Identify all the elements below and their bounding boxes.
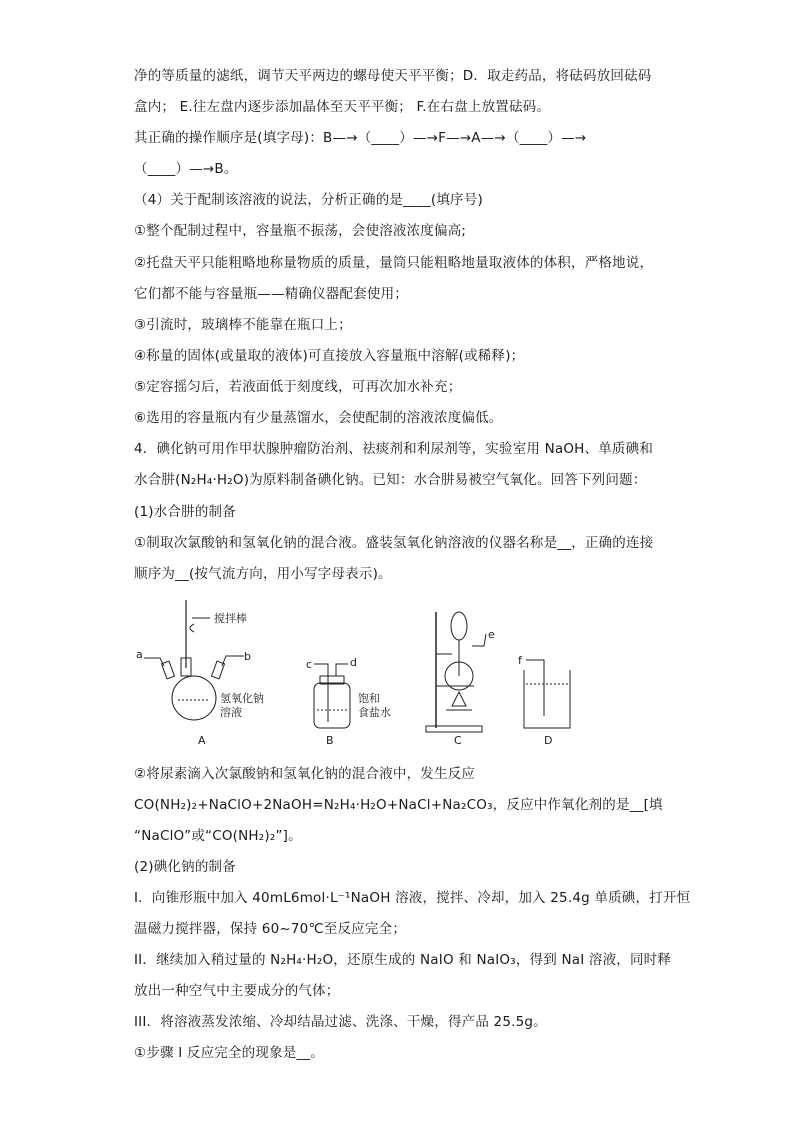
text-line: ⑥选用的容量瓶内有少量蒸馏水，会使配制的溶液浓度偏低。 [134,410,503,426]
text-line: “NaClO”或“CO(NH₂)₂”]。 [134,828,302,844]
text-line: CO(NH₂)₂+NaClO+2NaOH=N₂H₄·H₂O+NaCl+Na₂CO₃，反应中作氧化剂的是__[填 [134,797,663,813]
port-e-label: e [488,628,495,641]
stirrer-label: 搅拌棒 [214,612,247,625]
text-line: （____）—→B。 [134,161,238,177]
text-line: 净的等质量的滤纸，调节天平两边的螺母使天平平衡；D．取走药品，将砝码放回砝码 [134,68,652,84]
text-line: 其正确的操作顺序是(填字母)：B—→（____）—→F—→A—→（____）—→ [134,130,587,146]
apparatus-d [518,654,570,747]
brine-label-2: 食盐水 [358,706,391,719]
port-c-label: c [306,658,313,671]
text-line: 它们都不能与容量瓶——精确仪器配套使用； [134,286,408,302]
text-line: ⑤定容摇匀后，若液面低于刻度线，可再次加水补充； [134,379,462,395]
text-line: 顺序为__(按气流方向，用小写字母表示)。 [134,566,392,582]
text-line: 盒内； E.往左盘内逐步添加晶体至天平平衡； F.在右盘上放置砝码。 [134,99,551,115]
label-b: B [326,734,334,747]
port-d-label: d [350,656,357,669]
port-b-label: b [244,650,251,663]
text-line: ③引流时，玻璃棒不能靠在瓶口上； [134,317,352,333]
port-f-label: f [518,654,522,667]
text-line: (2)碘化钠的制备 [134,859,236,875]
text-line: ④称量的固体(或量取的液体)可直接放入容量瓶中溶解(或稀释)； [134,348,525,364]
text-line: ①整个配制过程中，容量瓶不振荡，会使溶液浓度偏高; [134,223,467,239]
apparatus-c [426,612,495,747]
text-line: （4）关于配制该溶液的说法，分析正确的是____(填序号) [134,192,483,208]
port-a-label: a [136,648,143,661]
text-line: III．将溶液蒸发浓缩、冷却结晶过滤、洗涤、干燥，得产品 25.5g。 [134,1014,547,1030]
label-a: A [198,734,206,747]
label-c: C [454,734,462,747]
text-line: 温磁力搅拌器，保持 60~70℃至反应完全； [134,921,407,937]
text-line: ②将尿素滴入次氯酸钠和氢氧化钠的混合液中，发生反应 [134,766,476,782]
apparatus-b [306,656,391,747]
text-line: ①制取次氯酸钠和氢氧化钠的混合液。盛装氢氧化钠溶液的仪器名称是__，正确的连接 [134,535,654,551]
label-d: D [544,734,553,747]
apparatus-a [136,600,264,747]
text-line: (1)水合肼的制备 [134,504,236,520]
text-line: 放出一种空气中主要成分的气体； [134,983,340,999]
text-line: ①步骤 I 反应完全的现象是__。 [134,1045,325,1061]
brine-label: 饱和 [358,692,380,705]
text-line: 4．碘化钠可用作甲状腺肿瘤防治剂、祛痰剂和利尿剂等，实验室用 NaOH、单质碘和 [134,441,654,457]
text-line: I．向锥形瓶中加入 40mL6mol·L⁻¹NaOH 溶液，搅拌、冷却，加入 25.4g 单质碘，打开恒 [134,890,691,906]
text-line: 水合肼(N₂H₄·H₂O)为原料制备碘化钠。已知：水合肼易被空气氧化。回答下列问题： [134,472,647,488]
text-line: II．继续加入稍过量的 N₂H₄·H₂O，还原生成的 NaIO 和 NaIO₃，得到 NaI 溶液，同时释 [134,952,672,968]
flask-solution-label: 氢氧化钠 [220,692,264,705]
text-line: ②托盘天平只能粗略地称量物质的质量，量筒只能粗略地量取液体的体积，严格地说， [134,255,654,271]
apparatus-figure [134,598,594,748]
flask-solution-label-2: 溶液 [220,706,242,719]
